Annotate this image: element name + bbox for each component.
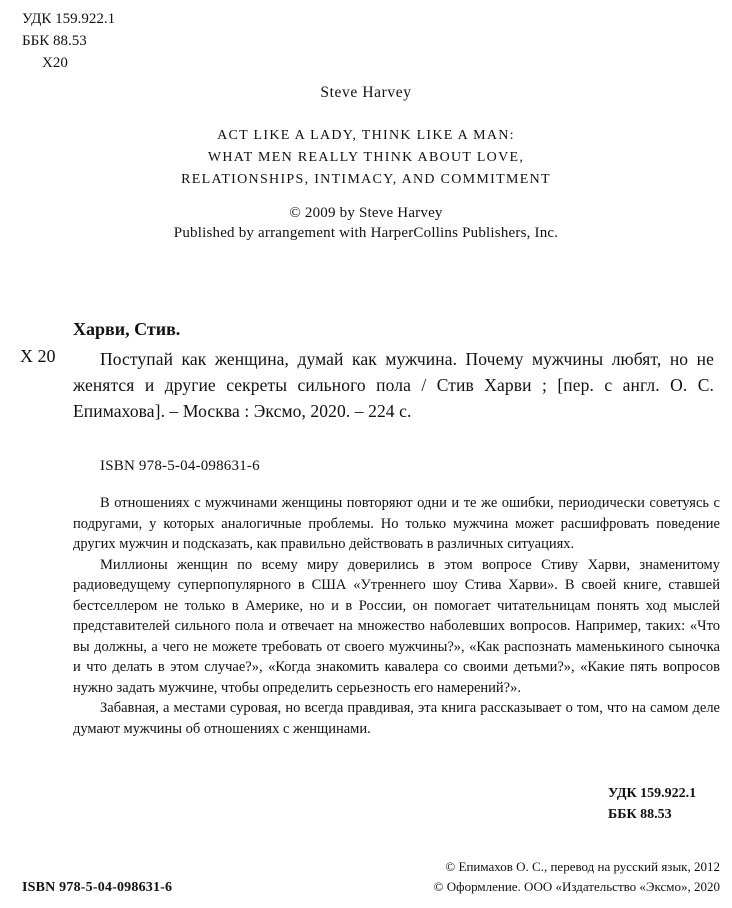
publisher-note: Published by arrangement with HarperCollins Publishers, Inc. (173, 225, 559, 241)
bibliographic-description: Поступай как женщина, думай как мужчина. Почему мужчины любят, но не женятся и другие секреты сильного пола / Стив Харви ; [пер. с англ. О. С. Епимахова]. – Москва : Эксмо, 2020. – 224 с. (73, 349, 714, 421)
footer-isbn: ISBN 978-5-04-098631-6 (22, 880, 173, 895)
bibliographic-author-heading: Харви, Стив. (73, 319, 181, 339)
original-copyright-block (0, 203, 732, 243)
top-author-mark: Х20 (42, 55, 68, 71)
bottom-classification-codes (608, 783, 696, 825)
top-classification-codes (22, 8, 115, 74)
translation-credit: © Епимахов О. С., перевод на русский язык, 2012 (445, 859, 720, 874)
bibliographic-code: Х 20 (20, 346, 56, 366)
annotation-paragraph: В отношениях с мужчинами женщины повторяют одни и те же ошибки, периодически советуясь с подругами, у которых аналогичные проблемы. Но только мужчина может расшифровать поведение других мужчин и подсказать, как правильно действовать в различных ситуациях. (73, 495, 720, 552)
top-bbk-code: ББК 88.53 (22, 33, 87, 49)
bottom-udk-code: УДК 159.922.1 (608, 786, 697, 801)
design-credit: © Оформление. ООО «Издательство «Эксмо», 2020 (433, 879, 720, 894)
top-udk-code: УДК 159.922.1 (22, 11, 116, 27)
isbn: ISBN 978-5-04-098631-6 (100, 458, 260, 474)
bottom-bbk-code: ББК 88.53 (608, 807, 672, 822)
original-title-line: WHAT MEN REALLY THINK ABOUT LOVE, (207, 150, 525, 165)
original-title-line: RELATIONSHIPS, INTIMACY, AND COMMITMENT (181, 172, 551, 187)
annotation-paragraph: Забавная, а местами суровая, но всегда правдивая, эта книга рассказывает о том, что на самом деле думают мужчины об отношениях с женщинами. (73, 700, 720, 737)
original-title-line: ACT LIKE A LADY, THINK LIKE A MAN: (217, 128, 515, 143)
original-copyright: © 2009 by Steve Harvey (289, 205, 443, 221)
copyright-credits (372, 857, 720, 897)
annotation-paragraph: Миллионы женщин по всему миру доверились в этом вопросе Стиву Харви, знаменитому радиоведущему суперпопулярного в США «Утреннего шоу Стива Харви». В своей книге, ставшей бестселлером не только в Америке, но и в России, он помогает читательницам понять ход мыслей представителей сильного пола и отвечает на множество наболевших вопросов. Например, таких: «Что вы должны, а чего не можете требовать от своего мужчины?», «Как распознать маменькиного сыночка и что делать в этом случае?», «Когда знакомить кавалера со своими детьми?», «Какие пять вопросов нужно задать мужчине, чтобы определить серьезность его намерений?». (73, 556, 720, 696)
original-author: Steve Harvey (320, 84, 412, 101)
annotation (73, 493, 720, 739)
original-title (0, 125, 732, 191)
